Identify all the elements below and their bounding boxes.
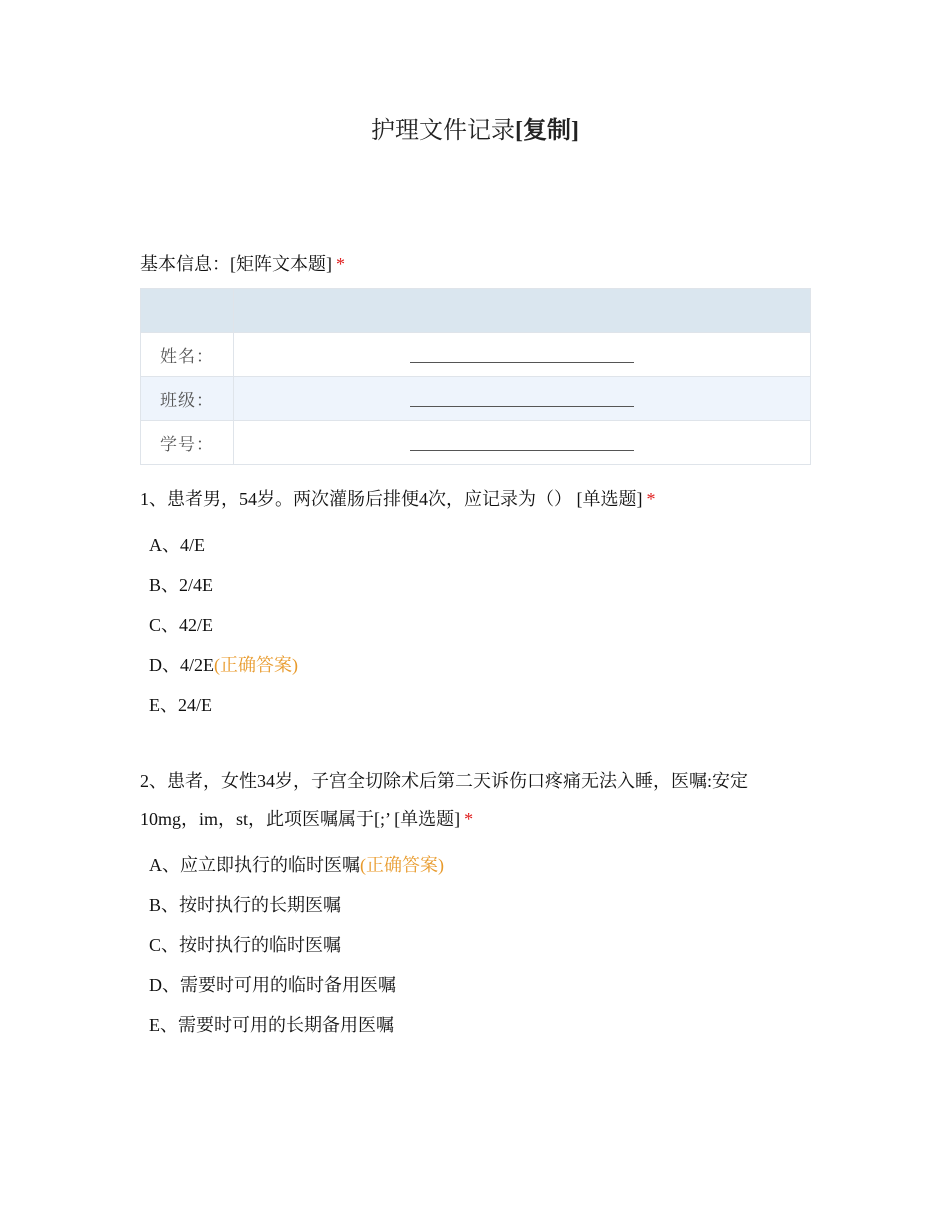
q1-option-b[interactable] xyxy=(149,565,298,605)
q2-option-e[interactable] xyxy=(149,1005,444,1045)
q2-option-a[interactable] xyxy=(149,845,444,885)
student-id-label: 学号： xyxy=(141,421,234,465)
question-2-label-line-1: 2、患者，女性34岁，子宫全切除术后第二天诉伤口疼痛无法入睡，医嘱:安定 xyxy=(140,771,748,791)
question-2-options xyxy=(149,845,444,1045)
blank-line xyxy=(410,348,634,363)
required-mark: * xyxy=(464,809,474,829)
question-2-label-line-2: 10mg，im，st，此项医嘱属于[;’ [单选题] xyxy=(140,809,461,829)
matrix-header-cell xyxy=(234,289,811,333)
q1-option-c[interactable] xyxy=(149,605,298,645)
basic-info-matrix xyxy=(140,288,811,465)
correct-answer-tag: (正确答案) xyxy=(360,855,444,875)
class-label: 班级： xyxy=(141,377,234,421)
q2-option-b[interactable] xyxy=(149,885,444,925)
q1-option-e[interactable] xyxy=(149,685,298,725)
q1-option-a[interactable] xyxy=(149,525,298,565)
title-main: 护理文件记录 xyxy=(371,118,515,144)
matrix-row-student-id xyxy=(141,421,811,465)
matrix-row-name xyxy=(141,333,811,377)
required-mark: * xyxy=(646,489,656,509)
required-mark: * xyxy=(336,254,345,274)
option-text: B、2/4E xyxy=(149,575,214,595)
page-title xyxy=(0,110,950,145)
title-suffix: [复制] xyxy=(515,118,579,144)
option-text: D、4/2E xyxy=(149,655,214,675)
option-text: D、需要时可用的临时备用医嘱 xyxy=(149,975,396,995)
name-label: 姓名： xyxy=(141,333,234,377)
question-2-text-line-2 xyxy=(140,807,473,831)
option-text: C、42/E xyxy=(149,615,214,635)
student-id-field[interactable] xyxy=(234,421,811,465)
matrix-row-class xyxy=(141,377,811,421)
name-field[interactable] xyxy=(234,333,811,377)
option-text: A、应立即执行的临时医嘱 xyxy=(149,855,360,875)
blank-line xyxy=(410,392,634,407)
q2-option-d[interactable] xyxy=(149,965,444,1005)
class-field[interactable] xyxy=(234,377,811,421)
option-text: E、需要时可用的长期备用医嘱 xyxy=(149,1015,394,1035)
correct-answer-tag: (正确答案) xyxy=(214,655,298,675)
basic-info-heading xyxy=(140,252,345,276)
blank-line xyxy=(410,436,634,451)
matrix-header-cell xyxy=(141,289,234,333)
question-1-options xyxy=(149,525,298,725)
option-text: A、4/E xyxy=(149,535,205,555)
option-text: B、按时执行的长期医嘱 xyxy=(149,895,342,915)
question-1-label: 1、患者男，54岁。两次灌肠后排便4次，应记录为（） [单选题] xyxy=(140,489,643,509)
basic-info-label: 基本信息：[矩阵文本题] xyxy=(140,254,332,274)
q1-option-d[interactable] xyxy=(149,645,298,685)
option-text: E、24/E xyxy=(149,695,212,715)
option-text: C、按时执行的临时医嘱 xyxy=(149,935,342,955)
q2-option-c[interactable] xyxy=(149,925,444,965)
question-1-text xyxy=(140,487,656,511)
question-2-text-line-1 xyxy=(140,769,748,793)
matrix-header-row xyxy=(141,289,811,333)
